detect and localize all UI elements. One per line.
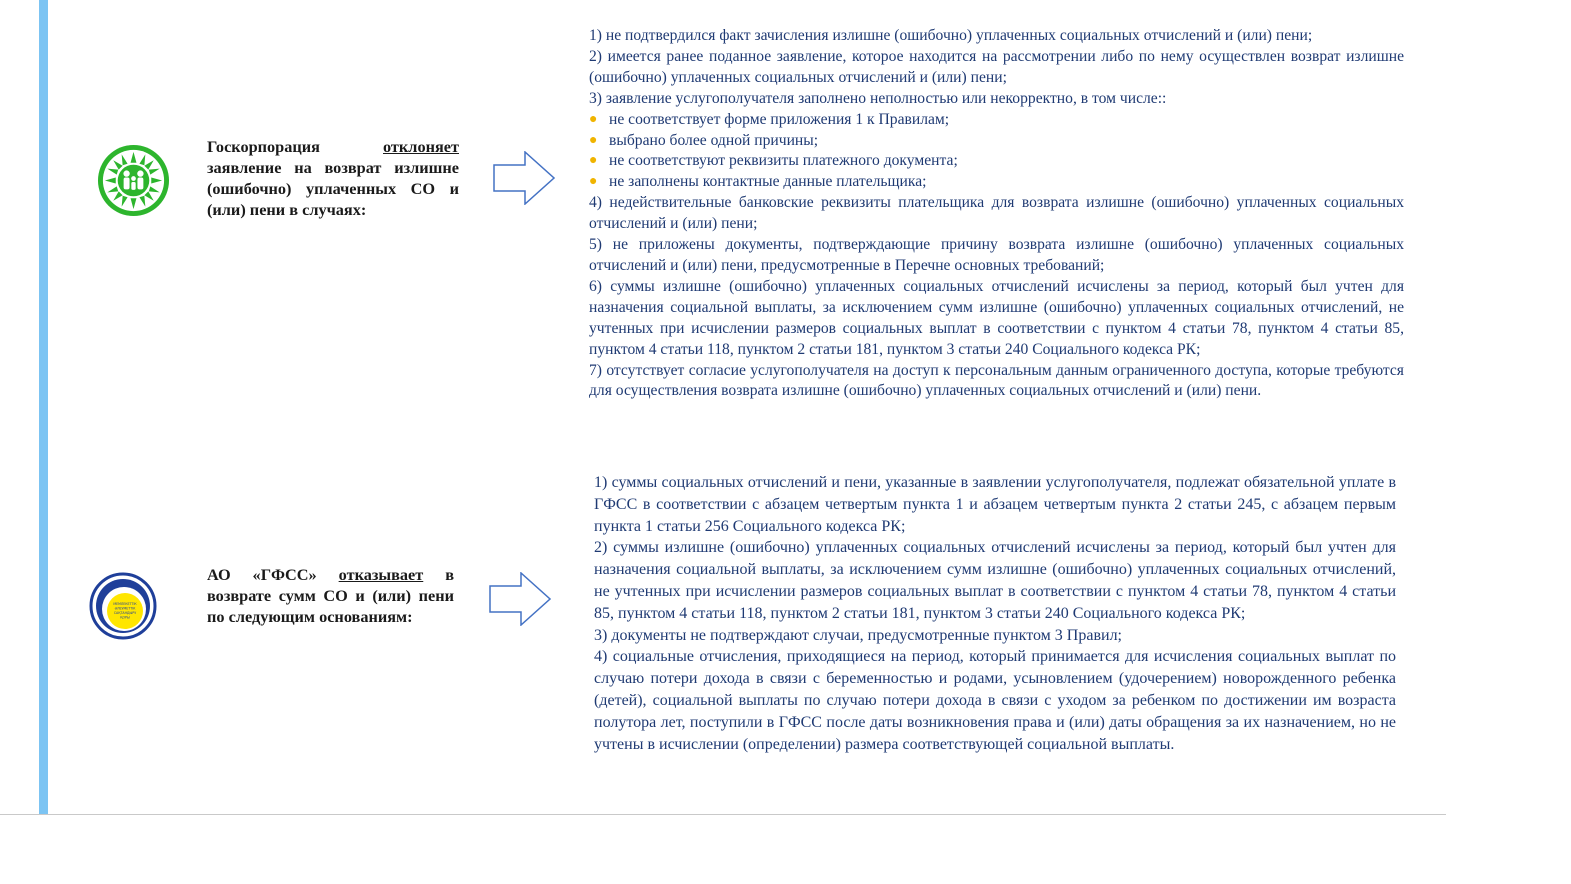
lead-suffix: в возврате сумм СО и (или) пени по следующим основаниям: (207, 565, 454, 626)
list-item: 5) не приложены документы, подтверждающие причину возврата излишне (ошибочно) уплаченных социальных отчислений и (или) пени, предусмотренные в Перечне основных требований; (589, 236, 1404, 274)
government-corporation-logo (96, 143, 171, 218)
list-item: 1) не подтвердился факт зачисления излишне (ошибочно) уплаченных социальных отчислений и (или) пени; (589, 27, 1313, 44)
lead-suffix: заявление на возврат излишне (ошибочно) уплаченных СО и (или) пени в случаях: (207, 158, 459, 219)
bullet-text: не соответствует форме приложения 1 к Правилам; (609, 110, 950, 128)
lead-highlight: отклоняет (383, 137, 459, 156)
bullet-dot-icon: ● (589, 132, 598, 148)
section1-lead-text (207, 136, 459, 220)
accent-bar (39, 0, 48, 814)
list-item: 4) социальные отчисления, приходящиеся на период, который принимается для исчисления социальных выплат по случаю потери дохода в связи с беременностью и родами, усыновлением (удочерением) новорожденного ребенка (детей), социальной выплаты по случаю потери дохода в связи с уходом за ребенком по достижении им возраста полутора лет, поступили в ГФСС после даты возникновения права и (или) даты обращения за их назначением, но не учтены в исчислении (определении) размера соответствующей социальной выплаты. (594, 648, 1396, 753)
list-item: 2) суммы излишне (ошибочно) уплаченных социальных отчислений исчислены за период, который был учтен для назначения социальной выплаты, за исключением сумм излишне (ошибочно) уплаченных социальных отчислений, не учтенных при исчислении размеров социальных выплат в соответствии с пунктом 4 статьи 78, пунктом 4 статьи 85, пунктом 4 статьи 118, пунктом 2 статьи 181, пунктом 3 статьи 240 Социального кодекса РК; (594, 539, 1396, 622)
right-arrow-icon (493, 151, 555, 205)
list-item: 3) заявление услугополучателя заполнено неполностью или некорректно, в том числе:: (589, 89, 1167, 107)
lead-highlight: отказывает (338, 565, 424, 584)
bullet-item (589, 172, 1404, 193)
bullet-dot-icon: ● (589, 153, 598, 169)
section2-reasons-list (594, 472, 1396, 755)
list-item: 6) суммы излишне (ошибочно) уплаченных социальных отчислений исчислены за период, который был учтен для назначения социальной выплаты, за исключением сумм излишне (ошибочно) уплаченных социальных отчислений, не учтенных при исчислении размеров социальных выплат в соответствии с пунктом 4 статьи 78, пунктом 4 статьи 85, пунктом 4 статьи 118, пунктом 2 статьи 181, пунктом 3 статьи 240 Социального кодекса РК; (589, 277, 1404, 358)
list-item: 7) отсутствует согласие услугополучателя на доступ к персональным данным ограниченного доступа, которые требуются для осуществления возврата излишне (ошибочно) уплаченных социальных отчислений и (или) пени. (589, 361, 1404, 400)
social-insurance-fund-logo (89, 572, 157, 640)
bullet-dot-icon: ● (589, 174, 598, 190)
logo-text-line: МЕМЛЕКЕТТІК (113, 602, 137, 606)
bottom-rule (0, 814, 1446, 815)
bullet-item (589, 110, 1404, 131)
logo-text-line: САҚТАНДЫРУ (113, 611, 137, 615)
lead-prefix: АО «ГФСС» (207, 565, 339, 584)
bullet-item (589, 151, 1404, 172)
list-item: 1) суммы социальных отчислений и пени, указанные в заявлении услугополучателя, подлежат обязательной уплате в ГФСС в соответствии с абзацем четвертым пункта 1 и абзацем четвертым пункта 2 статьи 245, с абзацем первым пункта 1 статьи 256 Социального кодекса РК; (594, 474, 1396, 535)
list-item: 2) имеется ранее поданное заявление, которое находится на рассмотрении либо по нему осуществлен возврат излишне (ошибочно) уплаченных социальных отчислений и (или) пени; (589, 47, 1404, 86)
bullet-dot-icon: ● (589, 111, 598, 127)
bullet-text: выбрано более одной причины; (609, 131, 819, 149)
section2-lead-text (207, 564, 454, 627)
logo-text-line: ӘЛЕУМЕТТІК (114, 606, 136, 611)
section1-reasons-list (589, 26, 1404, 402)
logo-text-line: ҚОРЫ (120, 615, 130, 620)
list-item: 3) документы не подтверждают случаи, предусмотренные пунктом 3 Правил; (594, 626, 1122, 644)
bullet-text: не соответствуют реквизиты платежного документа; (609, 152, 958, 170)
bullet-text: не заполнены контактные данные плательщика; (609, 173, 927, 191)
right-arrow-icon (489, 572, 551, 626)
lead-prefix: Госкорпорация (207, 137, 383, 156)
list-item: 4) недействительные банковские реквизиты плательщика для возврата излишне (ошибочно) уплаченных социальных отчислений и (или) пени; (589, 194, 1404, 233)
bullet-item (589, 131, 1404, 152)
